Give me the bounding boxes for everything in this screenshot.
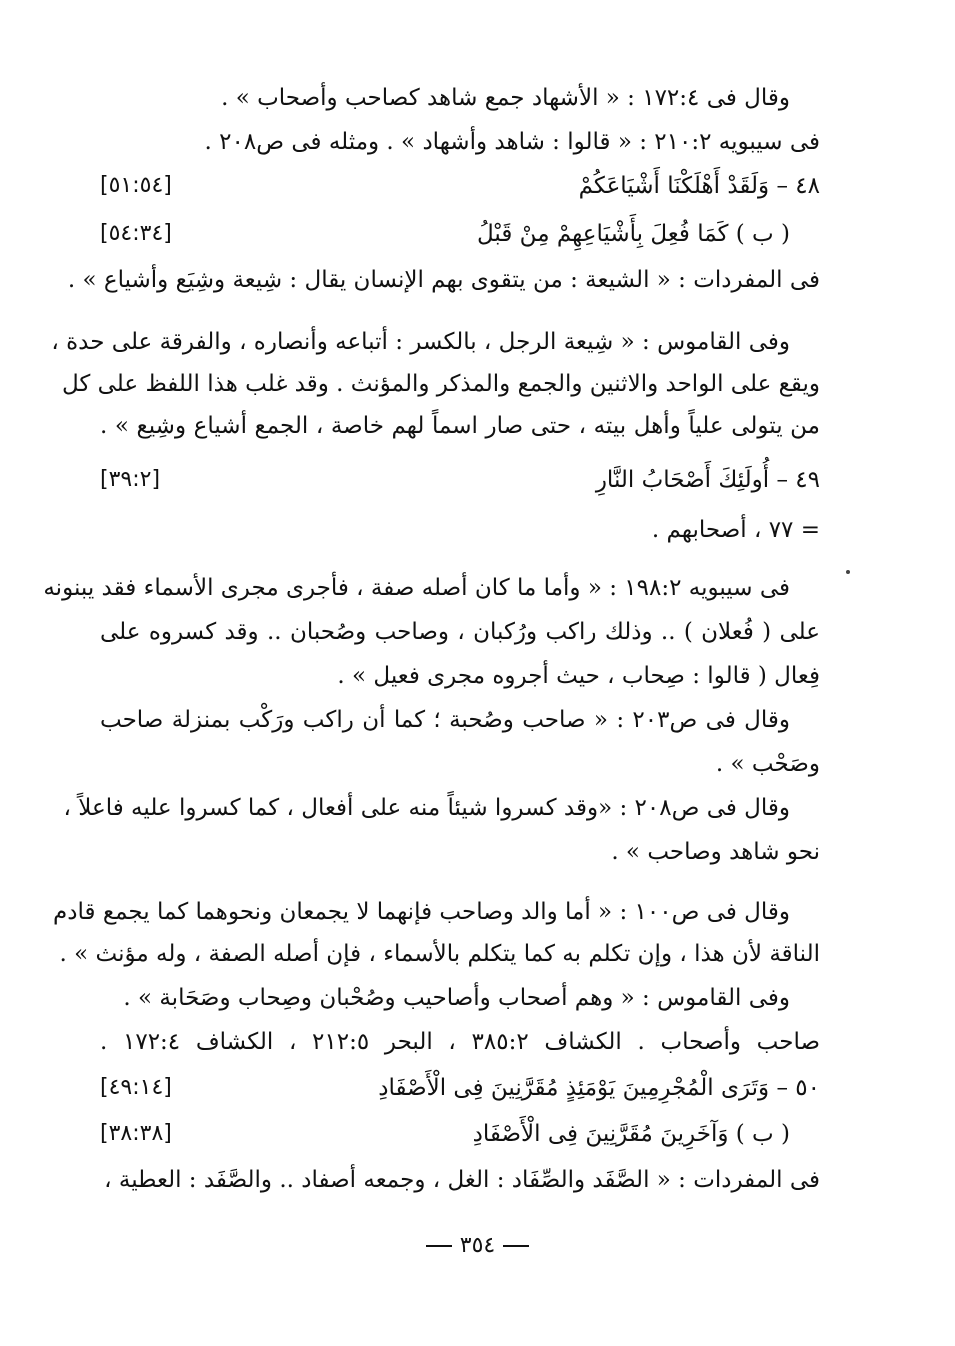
text-line: وقال فى ص٢٠٣ : « صاحب وصُحبة ؛ كما أن راكب ورَكْب بمنزلة صاحب xyxy=(100,707,790,733)
verse-line: ٤٨ – وَلَقَدْ أَهْلَكْنَا أَشْيَاعَكُمْ xyxy=(578,173,820,199)
verse-reference: [٣٩:٢] xyxy=(100,467,161,492)
text-line: فى المفردات : « الصَّفَد والصِّفَاد : الغل ، وجمعه أصفاد .. والصَّفَد : العطية ، xyxy=(104,1167,820,1193)
text-line: فى سيبويه ٢١٠:٢ : « قالوا : شاهد وأشهاد » . ومثله فى ص٢٠٨ . xyxy=(204,129,820,155)
text-line: فِعال ( قالوا : صِحاب ، حيث أجروه مجرى فعيل » . xyxy=(337,663,820,689)
text-line: وقال فى ١٧٢:٤ : « الأشهاد جمع شاهد كصاحب وأصحاب » . xyxy=(221,85,790,111)
verse-line: ٤٩ – أُولَئِكَ أَصْحَابُ النَّارِ xyxy=(595,467,820,493)
page-number xyxy=(0,1226,955,1266)
text-line: وصَحْب » . xyxy=(715,751,820,777)
text-line: من يتولى علياً وأهل بيته ، حتى صار اسماً لهم خاصة ، الجمع أشياع وشِيع » . xyxy=(100,413,820,439)
text-line: على ( فُعلان ) .. وذلك راكب ورُكبان ، وصاحب وصُحبان .. وقد كسروه على xyxy=(100,619,820,645)
verse-line: ( ب ) كَمَا فُعِلَ بِأَشْيَاعِهِمْ مِنْ قَبْلُ xyxy=(477,221,790,247)
verse-reference: [٥١:٥٤] xyxy=(100,173,172,198)
page-number-value: ٣٥٤ xyxy=(459,1233,496,1258)
verse-reference: [٤٩:١٤] xyxy=(100,1075,172,1100)
text-line: وفى القاموس : « وهم أصحاب وأصاحيب وصُحْبان وصِحاب وصَحَابة » . xyxy=(123,985,790,1011)
scan-speck xyxy=(846,570,850,574)
text-line: نحو شاهد وصاحب » . xyxy=(611,839,820,865)
verse-line: ( ب ) وَآخَرِينَ مُقَرَّنِينَ فِى الْأَصْفَادِ xyxy=(472,1121,790,1147)
text-line: صاحب وأصحاب . الكشاف ٣٨٥:٢ ، البحر ٢١٢:٥ ، الكشاف ١٧٢:٤ . xyxy=(100,1029,820,1055)
text-line: = ٧٧ ، أصحابهم . xyxy=(651,517,820,543)
folio-dash xyxy=(426,1245,452,1247)
verse-reference: [٣٨:٣٨] xyxy=(100,1121,172,1146)
text-line: وقال فى ص١٠٠ : « أما والد وصاحب فإنهما لا يجمعان ونحوهما كما يجمع قادم xyxy=(53,899,790,925)
folio-dash xyxy=(503,1245,529,1247)
text-line: الناقة لأن هذا ، وإن تكلم به كما يتكلم بالأسماء ، فإن أصله الصفة ، وله مؤنث » . xyxy=(59,941,820,967)
verse-reference: [٥٤:٣٤] xyxy=(100,221,172,246)
text-line: ويقع على الواحد والاثنين والجمع والمذكر والمؤنث . وقد غلب هذا اللفظ على كل xyxy=(61,371,820,397)
text-line: فى سيبويه ١٩٨:٢ : « وأما ما كان أصله صفة ، فأجرى مجرى الأسماء فقد يبنونه xyxy=(43,575,790,601)
text-line: وفى القاموس : « شِيعة الرجل ، بالكسر : أتباعه وأنصاره ، والفرقة على حدة ، xyxy=(51,329,790,355)
text-line: وقال فى ص٢٠٨ : «وقد كسروا شيئاً منه على أفعال ، كما كسروا عليه فاعلاً ، xyxy=(63,795,790,821)
text-line: فى المفردات : « الشيعة : من يتقوى بهم الإنسان يقال : شِيعة وشِيَع وأشياع » . xyxy=(67,267,820,293)
verse-line: ٥٠ – وَتَرَى الْمُجْرِمِينَ يَوْمَئِذٍ مُقَرَّنِينَ فِى الْأَصْفَادِ xyxy=(378,1075,820,1101)
